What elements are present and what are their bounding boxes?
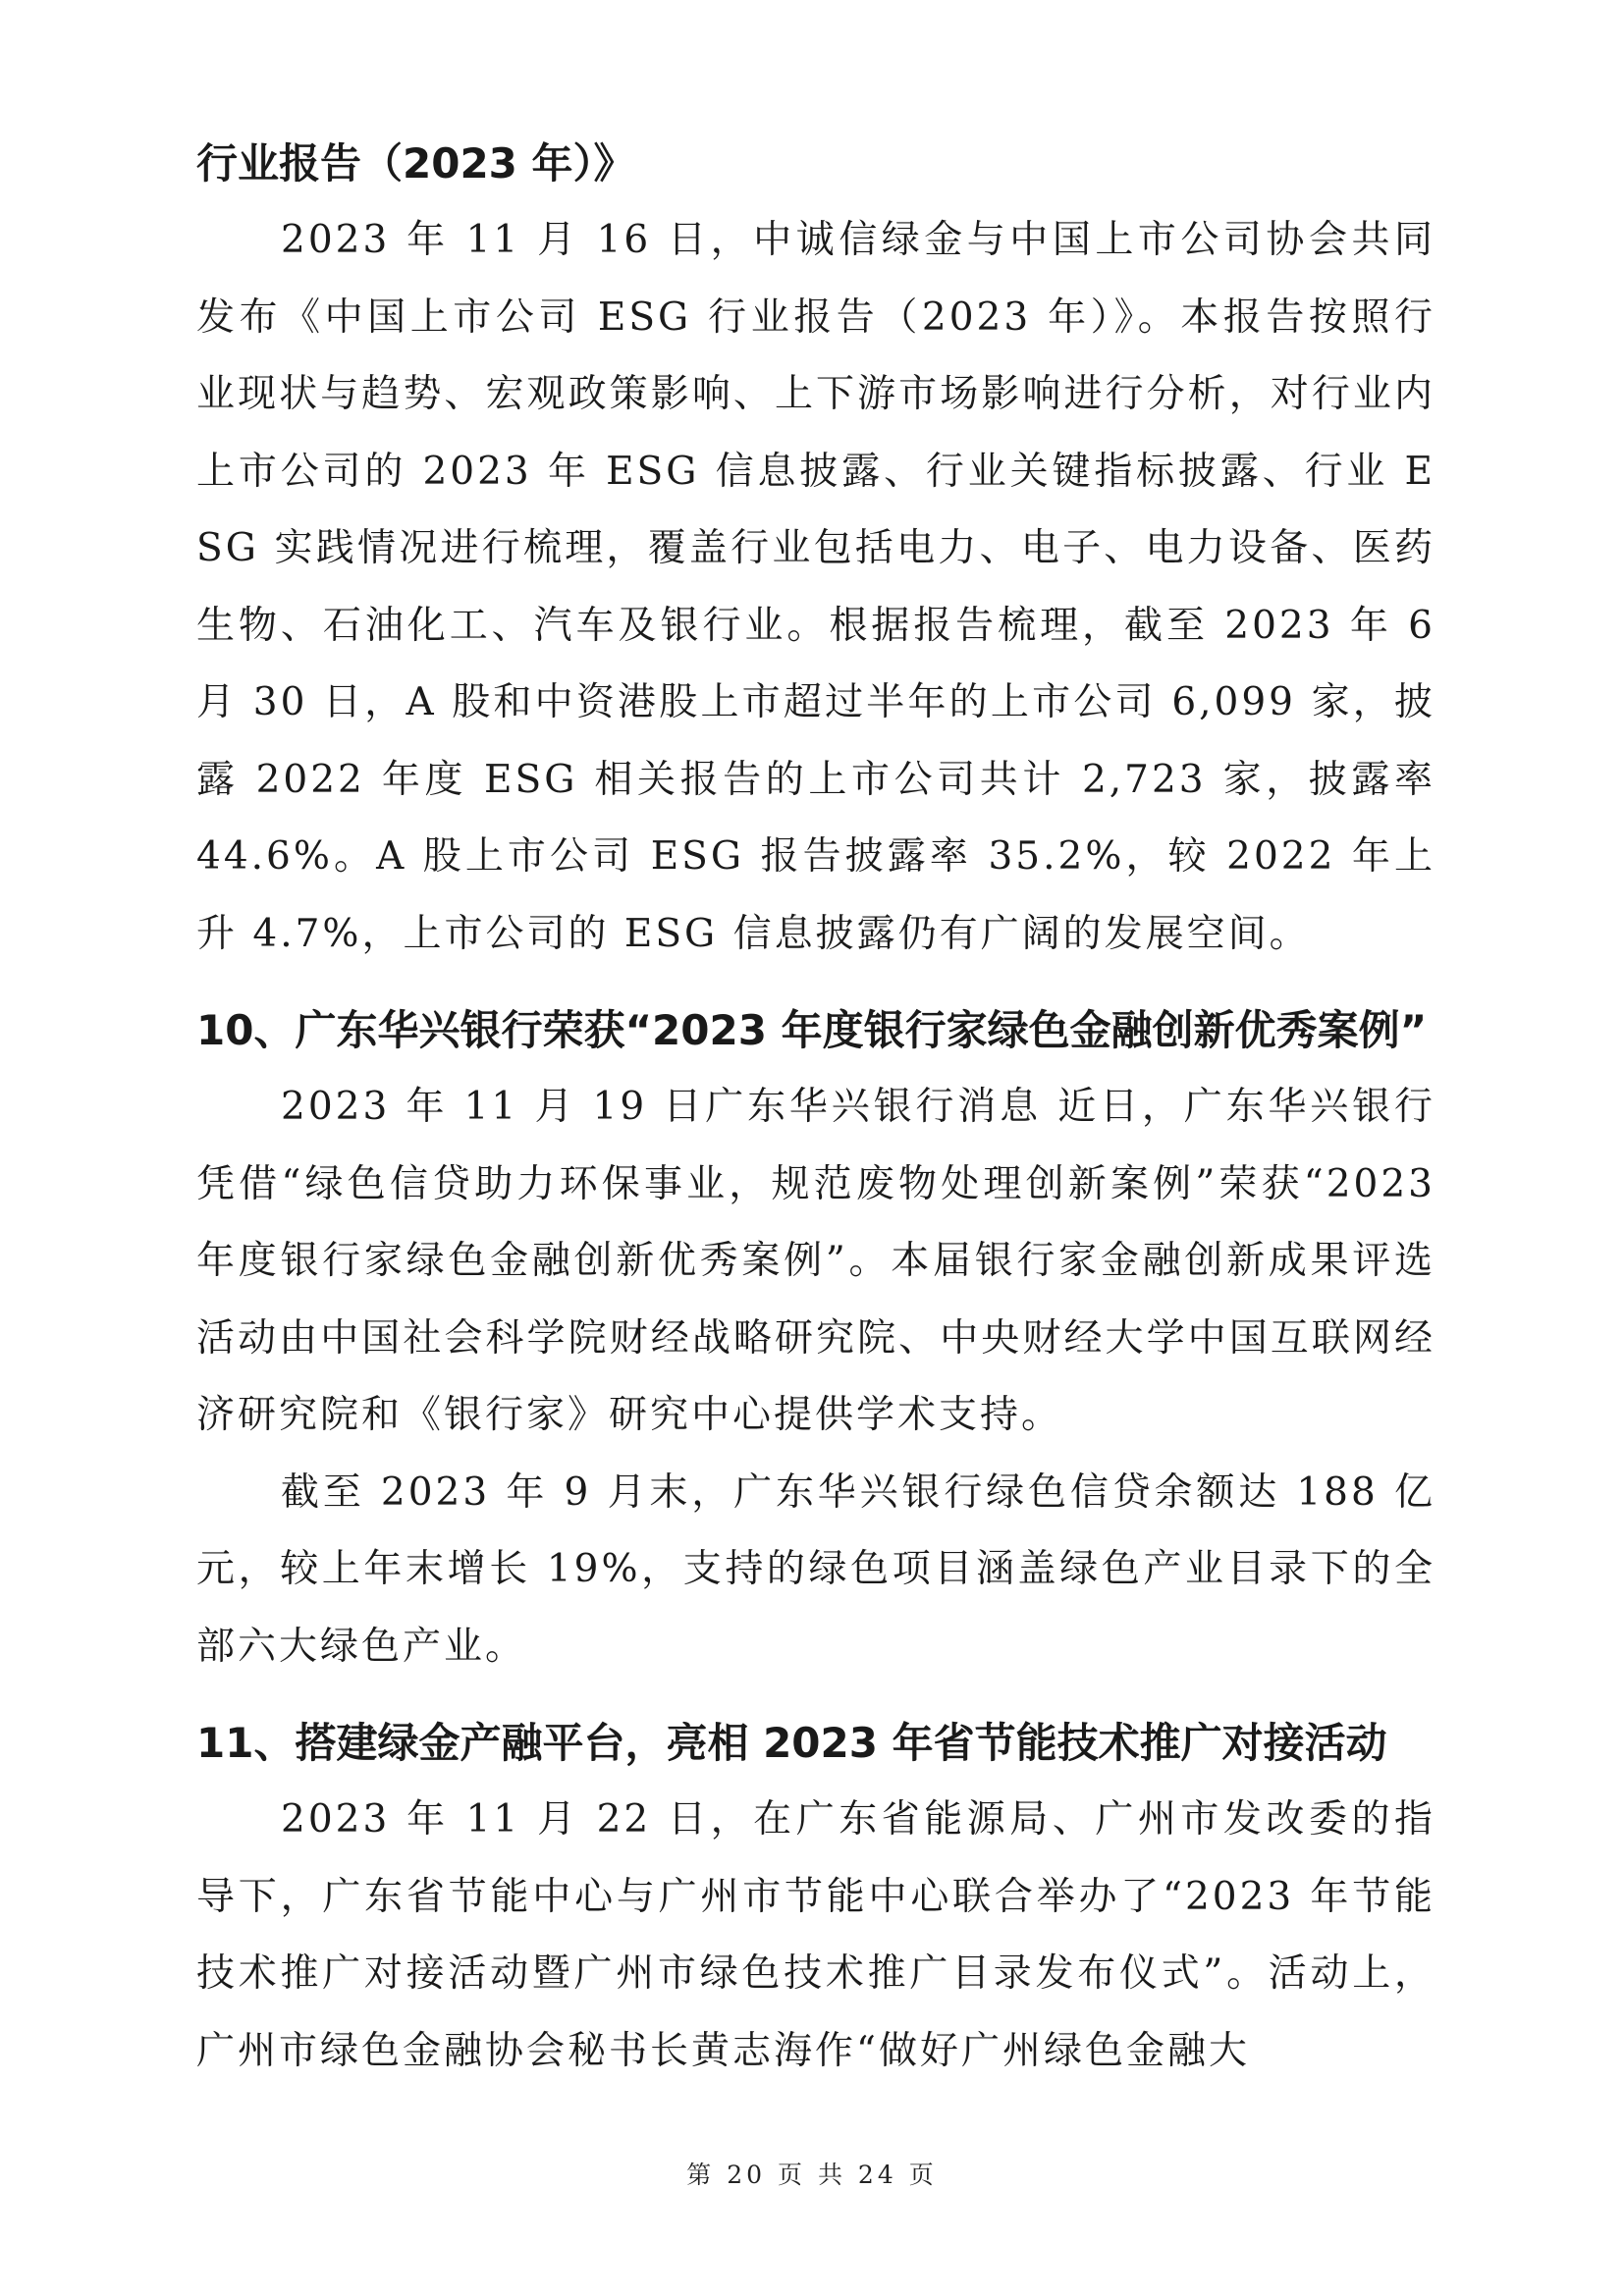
paragraph-esg-report: 2023 年 11 月 16 日，中诚信绿金与中国上市公司协会共同发布《中国上市公司 ESG 行业报告（2023 年）》。本报告按照行业现状与趋势、宏观政策影响、上下游市场影响进行分析，对行业内上市公司的 2023 年 ESG 信息披露、行业关键指标披露、行业 ESG 实践情况进行梳理，覆盖行业包括电力、电子、电力设备、医药生物、石油化工、汽车及银行业。根据报告梳理，截至 2023 年 6 月 30 日，A 股和中资港股上市超过半年的上市公司 6,099 家，披露 2022 年度 ESG 相关报告的上市公司共计 2,723 家，披露率 44.6%。A 股上市公司 ESG 报告披露率 35.2%，较 2022 年上升 4.7%，上市公司的 ESG 信息披露仍有广阔的发展空间。 bbox=[196, 218, 1435, 956]
paragraph-huaxing-award: 2023 年 11 月 19 日广东华兴银行消息 近日，广东华兴银行凭借“绿色信贷助力环保事业，规范废物处理创新案例”荣获“2023 年度银行家绿色金融创新优秀案例”。本届银行家金融创新成果评选活动由中国社会科学院财经战略研究院、中央财经大学中国互联网经济研究院和《银行家》研究中心提供学术支持。 bbox=[196, 1085, 1435, 1437]
page-content bbox=[196, 126, 1435, 2090]
footer-current-page: 20 bbox=[727, 2161, 767, 2189]
section-heading-report-title-end: 行业报告（2023 年）》 bbox=[196, 139, 635, 187]
paragraph-energy-saving-event: 2023 年 11 月 22 日，在广东省能源局、广州市发改委的指导下，广东省节能中心与广州市节能中心联合举办了“2023 年节能技术推广对接活动暨广州市绿色技术推广目录发布仪式”。活动上，广州市绿色金融协会秘书长黄志海作“做好广州绿色金融大 bbox=[196, 1797, 1435, 2073]
paragraph-huaxing-green-credit: 截至 2023 年 9 月末，广东华兴银行绿色信贷余额达 188 亿元，较上年末增长 19%，支持的绿色项目涵盖绿色产业目录下的全部六大绿色产业。 bbox=[196, 1469, 1435, 1669]
section-heading-11: 11、搭建绿金产融平台，亮相 2023 年省节能技术推广对接活动 bbox=[196, 1719, 1387, 1767]
footer-suffix: 页 bbox=[908, 2161, 938, 2189]
footer-middle: 页 共 bbox=[778, 2161, 846, 2189]
footer-prefix: 第 bbox=[686, 2161, 716, 2189]
page-footer bbox=[0, 2156, 1624, 2191]
footer-total-pages: 24 bbox=[857, 2161, 897, 2189]
section-heading-10: 10、广东华兴银行荣获“2023 年度银行家绿色金融创新优秀案例” bbox=[196, 1006, 1428, 1054]
